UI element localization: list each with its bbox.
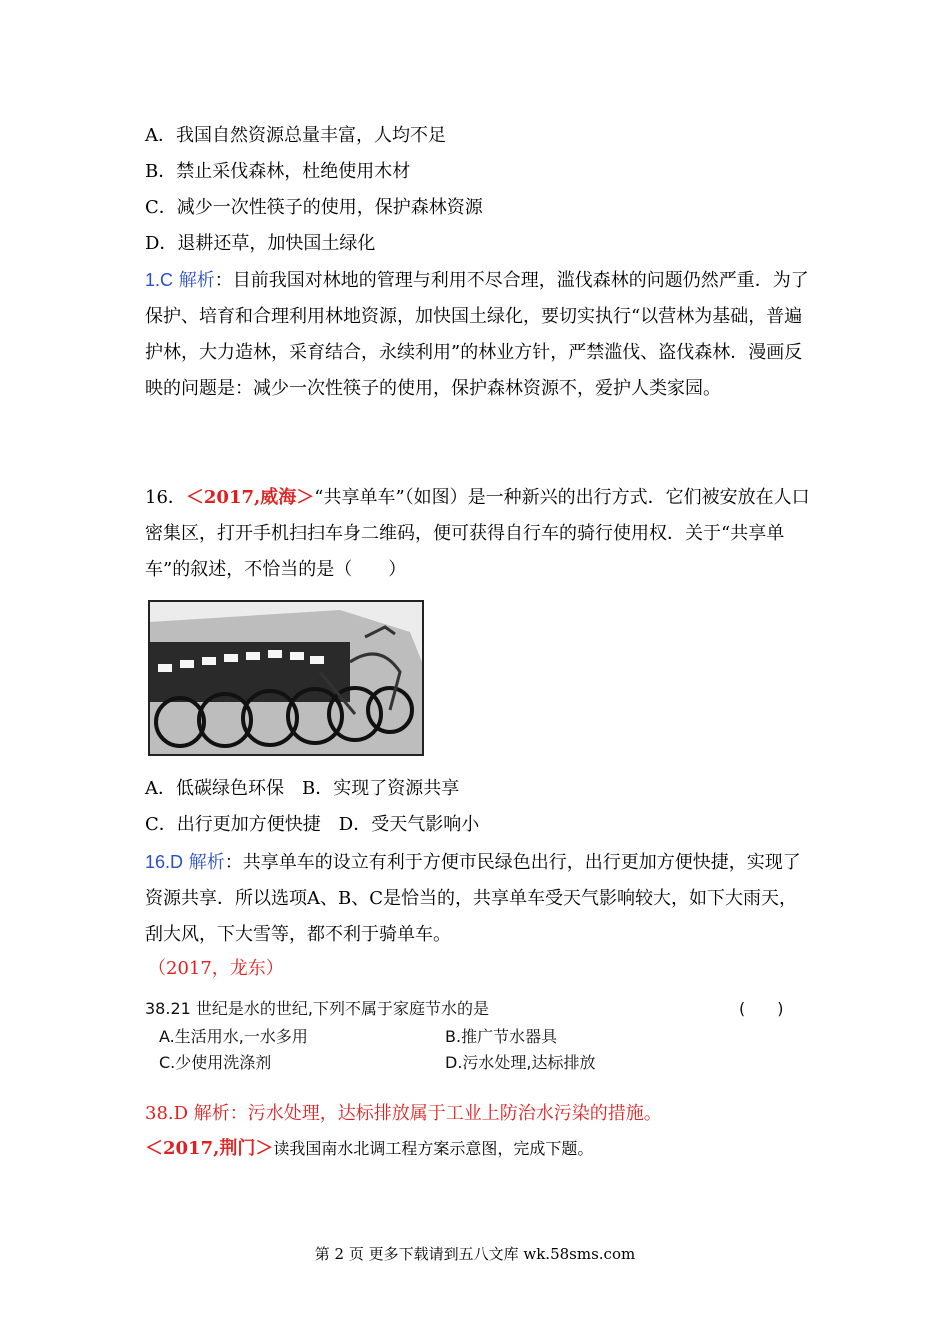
q16-source: ＜2017,威海＞ [185,487,315,508]
q38-stem: 38.21 世纪是水的世纪,下列不属于家庭节水的是 [145,999,489,1018]
next-text: 读我国南水北调工程方案示意图，完成下题。 [273,1139,594,1158]
q1-answer-text: ：目前我国对林地的管理与利用不尽合理，滥伐森林的问题仍然严重．为了保护、培育和合理利用林地资源，加快国土绿化，要切实执行“以营林为基础，普遍护林，大力造林，采育结合，永续利用”的林业方针，严禁滥伐、盗伐森林．漫画反映的问题是：减少一次性筷子的使用，保护森林资源不，爱护人类家园。 [145,270,809,399]
q38-option-b: B.推广节水器具 [445,1027,558,1046]
q38-paren: ( ) [739,999,784,1018]
q1-answer [145,262,810,407]
bike-icon [150,602,422,754]
q16-stem-text: “共享单车”（如图）是一种新兴的出行方式．它们被安放在人口密集区，打开手机扫扫车身二维码，便可获得自行车的骑行使用权．关于“共享单车”的叙述，不恰当的是（ ） [145,487,810,580]
q38-option-a: A.生活用水,一水多用 [159,1027,308,1046]
q16-answer [145,844,810,953]
q16-options-line1: A．低碳绿色环保 B．实现了资源共享 [145,778,460,799]
q1-answer-label: 1.C [145,270,174,290]
next-source: ＜2017,荆门＞ [145,1138,274,1159]
q38-option-d: D.污水处理,达标排放 [445,1053,596,1072]
shared-bikes-photo [148,600,424,756]
q1-answer-tag: 解析 [178,270,215,291]
q38-option-c: C.少使用洗涤剂 [159,1053,272,1072]
q1-option-a: A．我国自然资源总量丰富，人均不足 [145,125,446,146]
q1-option-c: C．减少一次性筷子的使用，保护森林资源 [145,197,483,218]
q16-answer-text: ：共享单车的设立有利于方便市民绿色出行，出行更加方便快捷，实现了资源共享．所以选项A、B、C是恰当的，共享单车受天气影响较大，如下大雨天，刮大风，下大雪等，都不利于骑单车。 [145,852,801,945]
next-question [145,1137,593,1161]
q1-option-d: D．退耕还草，加快国土绿化 [145,233,376,254]
q16-number: 16． [145,487,186,508]
q16-answer-tag: 解析 [188,852,225,873]
q38-answer: 38.D 解析：污水处理，达标排放属于工业上防治水污染的措施。 [145,1103,662,1124]
q16-stem [145,480,810,588]
q1-option-b: B．禁止采伐森林，杜绝使用木材 [145,161,411,182]
q16-options-line2: C．出行更加方便快捷 D．受天气影响小 [145,814,480,835]
page-footer: 第 2 页 更多下载请到五八文库 wk.58sms.com [314,1245,636,1263]
q38-scanned-question [145,990,810,1078]
q16-answer-label: 16.D [145,852,184,872]
q38-source: （2017，龙东） [148,958,284,979]
